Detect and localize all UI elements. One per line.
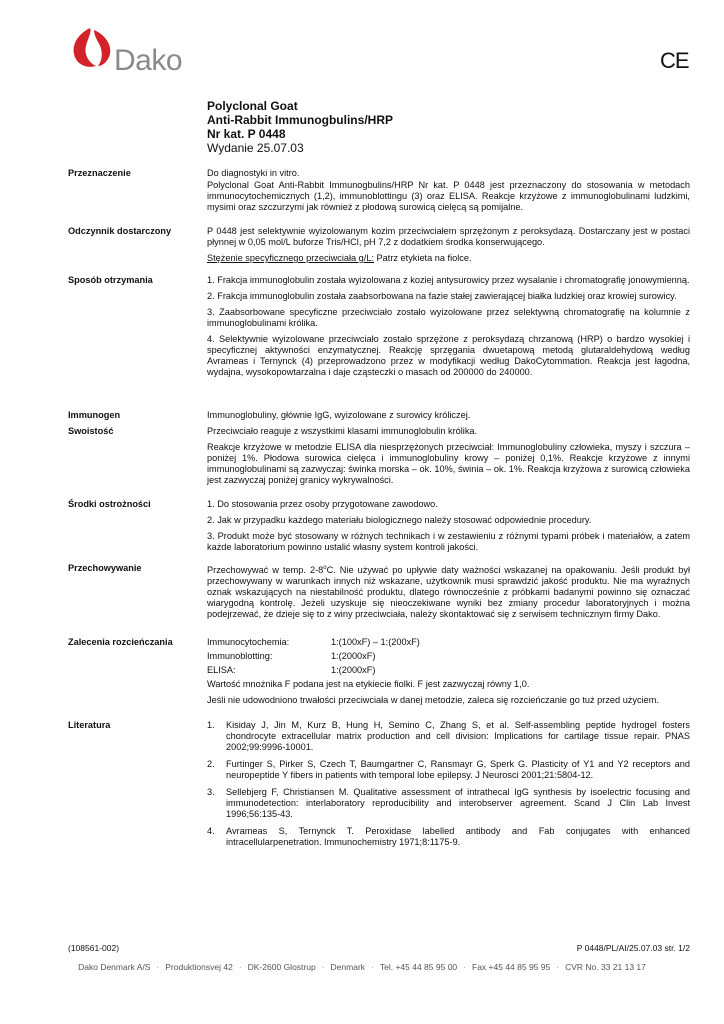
paragraph: P 0448 jest selektywnie wyizolowanym kozim przeciwciałem sprzężonym z peroksydazą. Dostarczany jest w postaci płynnej w 0,05 mol/L buforze Tris/HCl, pH 7,2 z dodatkiem środka konserwującego.	[207, 226, 690, 247]
address-country: Denmark	[330, 962, 366, 972]
paragraph: 2. Jak w przypadku każdego materiału biologicznego należy stosować odpowiednie procedury.	[207, 515, 592, 525]
section-srodki	[68, 499, 690, 558]
separator: ·	[238, 962, 242, 972]
address-phone: Tel. +45 44 85 95 00	[379, 962, 458, 972]
list-item	[207, 826, 690, 848]
paragraph: Immunoglobuliny, głównie IgG, wyizolowane z surowicy króliczej.	[207, 410, 471, 420]
list-item	[207, 759, 690, 781]
ce-mark: CE	[660, 48, 689, 73]
paragraph: Jeśli nie udowodniono trwałości przeciwciała w danej metodzie, zaleca się rozcieńczanie go tuż przed użyciem.	[207, 695, 659, 705]
address-company: Dako Denmark A/S	[78, 962, 151, 972]
section-przechowywanie	[68, 563, 690, 625]
dilution-value: 1:(2000xF)	[331, 665, 376, 675]
paragraph: 4. Selektywnie wyizolowane przeciwciało zostało sprzężone z peroksydazą chrzanową (HRP) o bardzo wysokiej i specyficznej aktywności enzymatycznej. Reakcję sprzęgania dwuetapową metodą glutaraldehydową według Avrameas i Ternynck (4) przeprowadzono przez w modyfikacji według DakoCytommation. Reakcja jest łagodna, wydajna, wysokopowtarzalna i daje cząsteczki o masach od 200000 do 240000.	[207, 334, 690, 377]
paragraph: 2. Frakcja immunoglobulin została zaabsorbowana na fazie stałej zawierającej białka ludzkiej oraz krowiej surowicy.	[207, 291, 677, 301]
section-label: Środki ostrożności	[68, 499, 151, 509]
reference-number: 2.	[207, 759, 215, 769]
section-swoistosc	[68, 426, 690, 491]
paragraph	[207, 563, 690, 620]
section-label: Przeznaczenie	[68, 168, 131, 178]
dilution-value: 1:(2000xF)	[331, 651, 376, 661]
page-number: P 0448/PL/AI/25.07.03 str. 1/2	[576, 943, 690, 953]
paragraph: 3. Produkt może być stosowany w różnych technikach i w zestawieniu z różnymi typami próbek i materiałów, a zatem każde laboratorium powinno ustalić własny system kontroli jakości.	[207, 531, 690, 552]
reference-number: 4.	[207, 826, 215, 836]
company-address	[0, 962, 724, 972]
list-item	[207, 787, 690, 820]
paragraph: Polyclonal Goat Anti-Rabbit Immunogbulins/HRP Nr kat. P 0448 jest przeznaczony do stosowania w metodach immunocytochemicznych (1,2), immunoblottingu (3) oraz ELISA. Reakcje krzyżowe z immunoglobulinami ludzkimi, mysimi oraz szczurzymi jak również z płodową surowicą cielęcą są pomijalne.	[207, 180, 690, 212]
storage-text-start: Przechowywać w temp. 2-8	[207, 565, 324, 576]
storage-text-end: C. Nie używać po upływie daty ważności wskazanej na opakowaniu. Jeśli produkt był przechowywany w warunkach innych niż wskazane, użytkownik musi sprawdzić jakość produktu. Nie ma wyraźnych oznak wskazujących na niestabilność produktu, dlatego równocześnie z próbkami badanymi powinno się oznaczać wiarygodną kontrolę. Jeżeli uzyskuje się nieoczekiwane wyniki bez zmiany procedur laboratoryjnych i można podejrzewać, że dzieje się to z winy przeciwciała, należy skontaktować się z serwisem technicznym firmy Dako.	[207, 565, 690, 620]
address-street: Produktionsvej 42	[165, 962, 233, 972]
edition-date: Wydanie 25.07.03	[207, 141, 304, 155]
paragraph: 1. Do stosowania przez osoby przygotowane zawodowo.	[207, 499, 438, 509]
reference-text: Kisiday J, Jin M, Kurz B, Hung H, Semino C, Zhang S, et al. Self-assembling peptide hydrogel fosters chondrocyte extracellular matrix production and cell division: Implications for cartilage tissue repair. PNAS 2002;99:9996-10001.	[226, 720, 690, 752]
dilution-method: Immunocytochemia:	[207, 637, 290, 647]
document-code: (108561-002)	[68, 943, 120, 953]
paragraph: Przeciwciało reaguje z wszystkimi klasami immunoglobulin królika.	[207, 426, 478, 436]
table-row	[207, 665, 420, 679]
table-row	[207, 651, 420, 665]
section-literatura	[68, 720, 690, 854]
section-label: Zalecenia rozcieńczania	[68, 637, 173, 647]
section-zalecenia	[68, 637, 690, 711]
paragraph: 1. Frakcja immunoglobulin została wyizolowana z koziej antysurowicy przez wysalanie i chromatografię jonowymienną.	[207, 275, 690, 285]
dako-logo-text: Dako	[114, 44, 183, 77]
section-sposob	[68, 275, 690, 383]
reference-text: Avrameas S, Ternynck T. Peroxidase labelled antibody and Fab conjugates with enhanced intracellularpenetration. Immunochemistry 1971;8:1175-9.	[226, 826, 690, 847]
dako-logo	[70, 26, 190, 77]
paragraph	[207, 253, 690, 264]
paragraph: Wartość mnożnika F podana jest na etykiecie fiolki. F jest zazwyczaj równy 1,0.	[207, 679, 530, 689]
paragraph: 3. Zaabsorbowane specyficzne przeciwciało zostało wyizolowane przez selektywną chromatografię na kolumnie z immunoglobulinami królika.	[207, 307, 690, 328]
paragraph: Do diagnostyki in vitro.	[207, 168, 300, 178]
product-title-block	[207, 99, 393, 155]
reference-number: 1.	[207, 720, 215, 730]
product-title-line1: Polyclonal Goat	[207, 99, 298, 113]
dilution-value: 1:(100xF) – 1:(200xF)	[331, 637, 420, 647]
section-label: Odczynnik dostarczony	[68, 226, 172, 236]
section-odczynnik	[68, 226, 690, 269]
list-item	[207, 720, 690, 753]
reference-text: Furtinger S, Pirker S, Czech T, Baumgartner C, Ransmayr G, Sperk G. Plasticity of Y1 and Y2 receptors and neuropeptide Y fibers in patients with temporal lobe epilepsy. J Neurosci 2001;21:5804-12.	[226, 759, 690, 780]
dilution-method: Immunoblotting:	[207, 651, 273, 661]
section-immunogen	[68, 410, 690, 426]
paragraph: Reakcje krzyżowe w metodzie ELISA dla niesprzężonych przeciwciał: Immunoglobuliny człowieka, myszy i szczura – poniżej 1%. Płodowa surowica cielęca i immunoglobuliny krowy – poniżej 0,1%. Reakcje krzyżowe z innymi immunoglobulinami są zazwyczaj: świnka morska – ok. 10%, świnia – ok. 1%. Reakcja krzyżowa z surowicą człowieka jest zazwyczaj poniżej granicy wykrywalności.	[207, 442, 690, 485]
separator: ·	[463, 962, 466, 972]
reference-number: 3.	[207, 787, 215, 797]
concentration-label: Stężenie specyficznego przeciwciała g/L:	[207, 253, 374, 263]
degree-sign: o	[323, 565, 327, 571]
section-label: Sposób otrzymania	[68, 275, 153, 285]
dilution-method: ELISA:	[207, 665, 236, 675]
address-city: DK-2600 Glostrup	[247, 962, 316, 972]
dilution-table	[207, 637, 420, 679]
section-przeznaczenie	[68, 168, 690, 218]
separator: ·	[371, 962, 374, 972]
address-fax: Fax +45 44 85 95 95	[472, 962, 551, 972]
separator: ·	[556, 962, 560, 972]
table-row	[207, 637, 420, 651]
reference-text: Sellebjerg F, Christiansen M. Qualitative assessment of intrathecal IgG synthesis by isoelectric focusing and immunodetection: interlaboratory reproducibility and interobserver agreement. Scand J Clin Lab Invest 1996;56:135-43.	[226, 787, 690, 819]
section-label: Swoistość	[68, 426, 114, 436]
separator: ·	[156, 962, 160, 972]
dako-logo-mark-icon	[70, 26, 116, 70]
section-label: Przechowywanie	[68, 563, 142, 573]
section-label: Immunogen	[68, 410, 121, 420]
product-title-line2: Anti-Rabbit Immunogbulins/HRP	[207, 113, 393, 127]
reference-list	[207, 720, 690, 848]
separator: ·	[321, 962, 325, 972]
concentration-text: Patrz etykieta na fiolce.	[374, 253, 472, 263]
catalog-number: Nr kat. P 0448	[207, 127, 286, 141]
section-label: Literatura	[68, 720, 111, 730]
address-cvr: CVR No. 33 21 13 17	[565, 962, 646, 972]
